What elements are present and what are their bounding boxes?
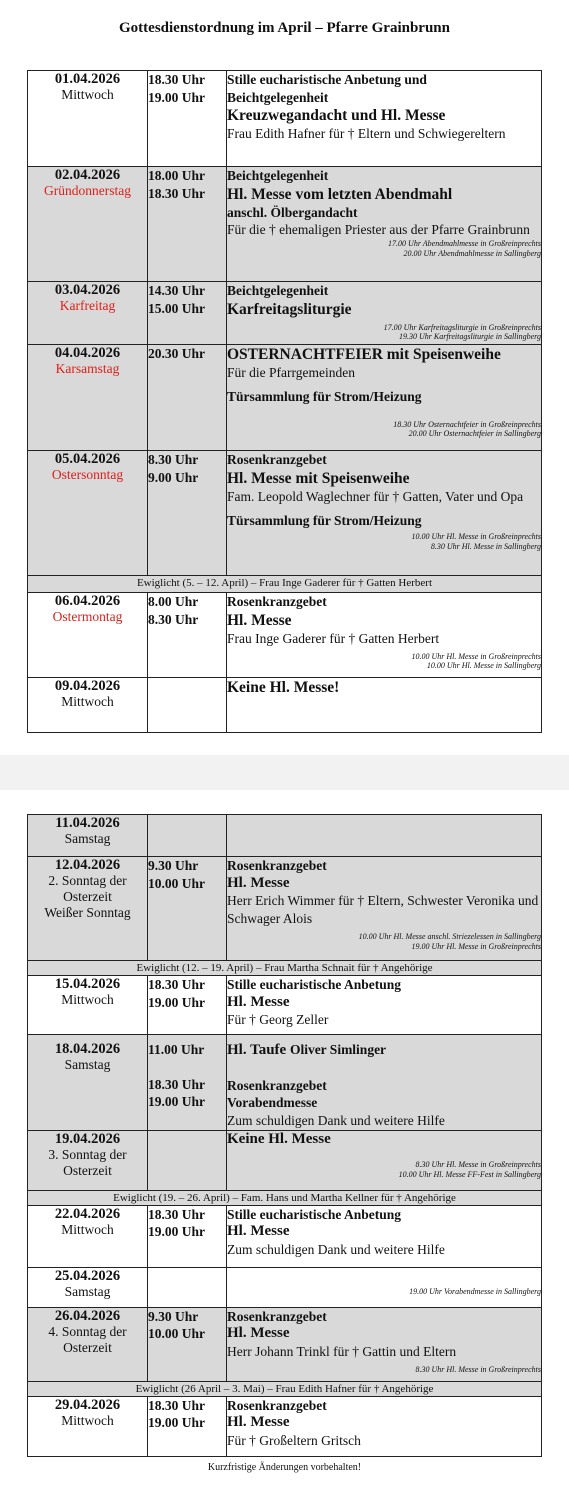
- other-parish-note: 20.00 Uhr Abendmahlmesse in Sallingberg: [403, 248, 541, 258]
- event-main: Kreuzwegandacht und Hl. Messe: [227, 107, 446, 124]
- event-main: Hl. Messe: [227, 1414, 290, 1430]
- event-title: Stille eucharistische Anbetung: [227, 1206, 402, 1222]
- time-cell: [148, 1267, 227, 1307]
- date-cell: [28, 815, 148, 857]
- collection-notice: Türsammlung für Strom/Heizung: [227, 512, 422, 528]
- time: 15.00 Uhr: [148, 300, 205, 316]
- time: 20.30 Uhr: [148, 346, 205, 361]
- event-cell: [227, 976, 542, 1035]
- other-parish-note: 10.00 Uhr Hl. Messe anschl. Striezelessen in Sallingberg: [358, 932, 541, 941]
- date: 01.04.2026: [54, 71, 121, 87]
- time-cell: [148, 167, 227, 282]
- liturgical-day: 3. Sonntag der: [48, 1146, 127, 1162]
- date: 03.04.2026: [54, 282, 121, 298]
- time-cell: [148, 1035, 227, 1131]
- eternal-light-text: Ewiglicht (5. – 12. April) – Frau Inge Gaderer für † Gatten Herbert: [28, 576, 542, 593]
- time: 18.30 Uhr: [148, 1206, 205, 1222]
- mass-intention: Herr Erich Wimmer für † Eltern, Schwester Veronika und Schwager Alois: [227, 893, 539, 926]
- page-two: [0, 790, 569, 1500]
- event-cell: [227, 1267, 542, 1307]
- eternal-light-row: [28, 576, 542, 593]
- date: 15.04.2026: [54, 976, 121, 992]
- date-cell: [28, 593, 148, 678]
- time-cell: [148, 857, 227, 961]
- date-cell: [28, 1267, 148, 1307]
- other-parish-note: 18.30 Uhr Osternachtfeier in Großreinprechts: [393, 419, 541, 429]
- mass-intention: Frau Inge Gaderer für † Gatten Herbert: [227, 630, 440, 646]
- event-title: Beichtgelegenheit: [227, 168, 329, 183]
- event-cell: [227, 451, 542, 576]
- schedule-row: [28, 451, 542, 576]
- other-parish-note: 8.30 Uhr Hl. Messe in Sallingberg: [430, 541, 541, 551]
- weekday: Mittwoch: [61, 87, 114, 102]
- weekday: Samstag: [64, 831, 111, 846]
- other-parish-note: 8.30 Uhr Hl. Messe in Großreinprechts: [415, 1364, 541, 1374]
- schedule-row: [28, 167, 542, 282]
- weekday: Mittwoch: [61, 1412, 114, 1428]
- time: 18.30 Uhr: [148, 185, 205, 201]
- event-main: Hl. Messe: [227, 1223, 290, 1239]
- date-cell: [28, 282, 148, 345]
- eternal-light-row: [28, 961, 542, 976]
- liturgical-day: 2. Sonntag der: [48, 873, 127, 888]
- weekday: Samstag: [64, 1283, 111, 1299]
- time: 18.30 Uhr: [148, 1076, 205, 1092]
- event-title: anschl. Ölbergandacht: [227, 204, 358, 220]
- time-cell: [148, 345, 227, 451]
- time: 8.00 Uhr: [148, 594, 199, 609]
- time-cell: [148, 282, 227, 345]
- event-main: Hl. Messe: [227, 1325, 290, 1341]
- mass-intention: Für † Georg Zeller: [227, 1012, 329, 1027]
- holiday-name: Karfreitag: [59, 298, 116, 313]
- event-title: Stille eucharistische Anbetung: [227, 977, 402, 992]
- event-cell: [227, 1396, 542, 1456]
- event-main: Hl. Messe vom letzten Abendmahl: [227, 185, 453, 203]
- time: 8.30 Uhr: [148, 611, 199, 627]
- date: 11.04.2026: [55, 815, 120, 831]
- event-main: Hl. Messe: [227, 611, 292, 629]
- time-cell: [148, 1396, 227, 1456]
- event-title: Rosenkranzgebet: [227, 858, 327, 873]
- mass-intention: Für † Großeltern Gritsch: [227, 1432, 361, 1448]
- date: 22.04.2026: [54, 1205, 121, 1222]
- mass-intention: Frau Edith Hafner für † Eltern und Schwiegereltern: [227, 126, 506, 141]
- time: 18.00 Uhr: [148, 168, 205, 183]
- event-main: Karfreitagsliturgie: [227, 300, 352, 318]
- mass-intention: Zum schuldigen Dank und weitere Hilfe: [227, 1241, 445, 1257]
- date: 12.04.2026: [54, 857, 121, 873]
- eternal-light-text: Ewiglicht (19. – 26. April) – Fam. Hans und Martha Kellner für † Angehörige: [28, 1190, 542, 1205]
- time: 18.30 Uhr: [148, 72, 205, 87]
- date-cell: [28, 678, 148, 733]
- eternal-light-row: [28, 1190, 542, 1205]
- event-title: Beichtgelegenheit: [227, 283, 329, 298]
- time: 19.00 Uhr: [148, 89, 205, 105]
- event-main: Keine Hl. Messe: [227, 1130, 331, 1147]
- time: 8.30 Uhr: [148, 452, 199, 467]
- schedule-table-april-part1: [27, 70, 542, 733]
- event-cell: [227, 815, 542, 857]
- time: 10.00 Uhr: [148, 875, 205, 891]
- other-parish-note: 10.00 Uhr Hl. Messe FF-Fest in Sallingberg: [398, 1169, 541, 1179]
- event-cell: [227, 345, 542, 451]
- time-cell: [148, 678, 227, 733]
- date-cell: [28, 1205, 148, 1267]
- other-parish-note: 19.00 Uhr Vorabendmesse in Sallingberg: [409, 1286, 541, 1296]
- schedule-row: [28, 282, 542, 345]
- date: 18.04.2026: [54, 1041, 121, 1057]
- other-parish-note: 20.00 Uhr Osternachtfeier in Sallingberg: [408, 429, 541, 438]
- event-cell: [227, 678, 542, 733]
- date: 09.04.2026: [54, 678, 121, 694]
- schedule-table-april-part2: [27, 814, 542, 1457]
- event-cell: [227, 1205, 542, 1267]
- time: 18.30 Uhr: [148, 977, 205, 992]
- mass-intention: Fam. Leopold Waglechner für † Gatten, Vater und Opa: [227, 488, 524, 504]
- time: 19.00 Uhr: [148, 1094, 205, 1109]
- weekday: Mittwoch: [61, 992, 114, 1007]
- schedule-row: [28, 71, 542, 167]
- liturgical-day: Weißer Sonntag: [44, 905, 131, 920]
- liturgical-day: Osterzeit: [63, 1162, 112, 1178]
- baptism-name: Oliver Simlinger: [289, 1042, 387, 1057]
- other-parish-note: 8.30 Uhr Hl. Messe in Großreinprechts: [415, 1160, 541, 1169]
- weekday: Samstag: [64, 1057, 111, 1072]
- time-cell: [148, 451, 227, 576]
- weekday: Mittwoch: [61, 694, 114, 709]
- time: 9.30 Uhr: [148, 1308, 199, 1324]
- other-parish-note: 10.00 Uhr Hl. Messe in Großreinprechts: [411, 532, 541, 541]
- date-cell: [28, 345, 148, 451]
- mass-intention: Herr Johann Trinkl für † Gattin und Eltern: [227, 1343, 457, 1359]
- liturgical-day: 4. Sonntag der: [48, 1323, 127, 1339]
- date: 04.04.2026: [54, 345, 121, 361]
- event-title: Rosenkranzgebet: [227, 594, 327, 609]
- event-title: Vorabendmesse: [227, 1095, 318, 1110]
- date: 06.04.2026: [54, 593, 121, 609]
- date-cell: [28, 1307, 148, 1381]
- other-parish-note: 10.00 Uhr Hl. Messe in Sallingberg: [426, 661, 541, 670]
- schedule-row: [28, 678, 542, 733]
- time: 14.30 Uhr: [148, 283, 205, 298]
- page-title: Gottesdienstordnung im April – Pfarre Grainbrunn: [119, 20, 450, 36]
- liturgical-day: Osterzeit: [63, 889, 112, 904]
- event-cell: [227, 857, 542, 961]
- time-cell: [148, 976, 227, 1035]
- time: 10.00 Uhr: [148, 1326, 205, 1341]
- holiday-name: Gründonnerstag: [44, 183, 131, 198]
- event-cell: [227, 593, 542, 678]
- event-main: [227, 1041, 541, 1060]
- event-cell: [227, 167, 542, 282]
- date: 05.04.2026: [54, 451, 121, 467]
- footer-note: Kurzfristige Änderungen vorbehalten!: [207, 1462, 362, 1473]
- other-parish-note: 19.30 Uhr Karfreitagsliturgie in Sallingberg: [398, 332, 541, 341]
- baptism-label: Hl. Taufe: [227, 1042, 287, 1058]
- schedule-row: [28, 345, 542, 451]
- event-title: Rosenkranzgebet: [227, 1308, 327, 1324]
- mass-intention: Für die Pfarrgemeinden: [227, 365, 355, 380]
- eternal-light-row: [28, 1381, 542, 1396]
- time-cell: [148, 1307, 227, 1381]
- event-main: OSTERNACHTFEIER mit Speisenweihe: [227, 346, 501, 363]
- date-cell: [28, 1035, 148, 1131]
- time: 19.00 Uhr: [148, 1224, 205, 1239]
- event-title: Beichtgelegenheit: [227, 89, 329, 105]
- event-title: Rosenkranzgebet: [227, 1397, 327, 1413]
- event-main: Keine Hl. Messe!: [227, 679, 340, 696]
- date-cell: [28, 1130, 148, 1190]
- event-title: Rosenkranzgebet: [227, 1077, 327, 1093]
- event-main: Hl. Messe mit Speisenweihe: [227, 469, 410, 487]
- date: 29.04.2026: [54, 1396, 121, 1413]
- event-cell: [227, 71, 542, 167]
- time-cell: [148, 593, 227, 678]
- date: 19.04.2026: [54, 1130, 121, 1147]
- other-parish-note: 10.00 Uhr Hl. Messe in Großreinprechts: [411, 651, 541, 661]
- time: 9.00 Uhr: [148, 469, 199, 485]
- schedule-row: [28, 1396, 542, 1456]
- time-cell: [148, 815, 227, 857]
- schedule-row: [28, 1205, 542, 1267]
- date-cell: [28, 857, 148, 961]
- date: 26.04.2026: [54, 1307, 121, 1324]
- time: 11.00 Uhr: [148, 1042, 205, 1057]
- event-cell: [227, 1307, 542, 1381]
- page-separator: [0, 755, 569, 790]
- time: 9.30 Uhr: [148, 858, 199, 873]
- schedule-row: [28, 593, 542, 678]
- mass-intention: Für die † ehemaligen Priester aus der Pfarre Grainbrunn: [227, 222, 530, 237]
- date: 25.04.2026: [54, 1267, 121, 1284]
- holiday-name: Karsamstag: [55, 361, 120, 376]
- time: 19.00 Uhr: [148, 1415, 205, 1430]
- mass-intention: Zum schuldigen Dank und weitere Hilfe: [227, 1112, 445, 1128]
- other-parish-note: 17.00 Uhr Karfreitagsliturgie in Großreinprechts: [383, 322, 541, 332]
- date: 02.04.2026: [54, 167, 121, 183]
- date-cell: [28, 451, 148, 576]
- other-parish-note: 19.00 Uhr Hl. Messe in Großreinprechts: [411, 941, 541, 951]
- time-cell: [148, 71, 227, 167]
- holiday-name: Ostermontag: [52, 609, 123, 624]
- time-cell: [148, 1205, 227, 1267]
- event-cell: [227, 282, 542, 345]
- eternal-light-text: Ewiglicht (26 April – 3. Mai) – Frau Edith Hafner für † Angehörige: [28, 1381, 542, 1396]
- date-cell: [28, 71, 148, 167]
- date-cell: [28, 976, 148, 1035]
- schedule-row: [28, 976, 542, 1035]
- liturgical-day: Osterzeit: [63, 1339, 112, 1355]
- other-parish-note: 17.00 Uhr Abendmahlmesse in Großreinprechts: [388, 239, 541, 248]
- event-title: Stille eucharistische Anbetung und: [227, 72, 427, 87]
- time-cell: [148, 1130, 227, 1190]
- schedule-row: [28, 1267, 542, 1307]
- schedule-row: [28, 1307, 542, 1381]
- schedule-row: [28, 1035, 542, 1131]
- event-main: Hl. Messe: [227, 874, 290, 891]
- date-cell: [28, 167, 148, 282]
- event-title: Rosenkranzgebet: [227, 452, 327, 467]
- event-cell: [227, 1035, 542, 1131]
- eternal-light-text: Ewiglicht (12. – 19. April) – Frau Martha Schnait für † Angehörige: [28, 961, 542, 976]
- schedule-row: [28, 857, 542, 961]
- weekday: Mittwoch: [61, 1221, 114, 1237]
- date-cell: [28, 1396, 148, 1456]
- time: 18.30 Uhr: [148, 1397, 205, 1413]
- schedule-row: [28, 1130, 542, 1190]
- collection-notice: Türsammlung für Strom/Heizung: [227, 389, 422, 404]
- schedule-row: [28, 815, 542, 857]
- event-main: Hl. Messe: [227, 993, 290, 1010]
- holiday-name: Ostersonntag: [51, 467, 124, 482]
- time: 19.00 Uhr: [148, 994, 205, 1010]
- event-cell: [227, 1130, 542, 1190]
